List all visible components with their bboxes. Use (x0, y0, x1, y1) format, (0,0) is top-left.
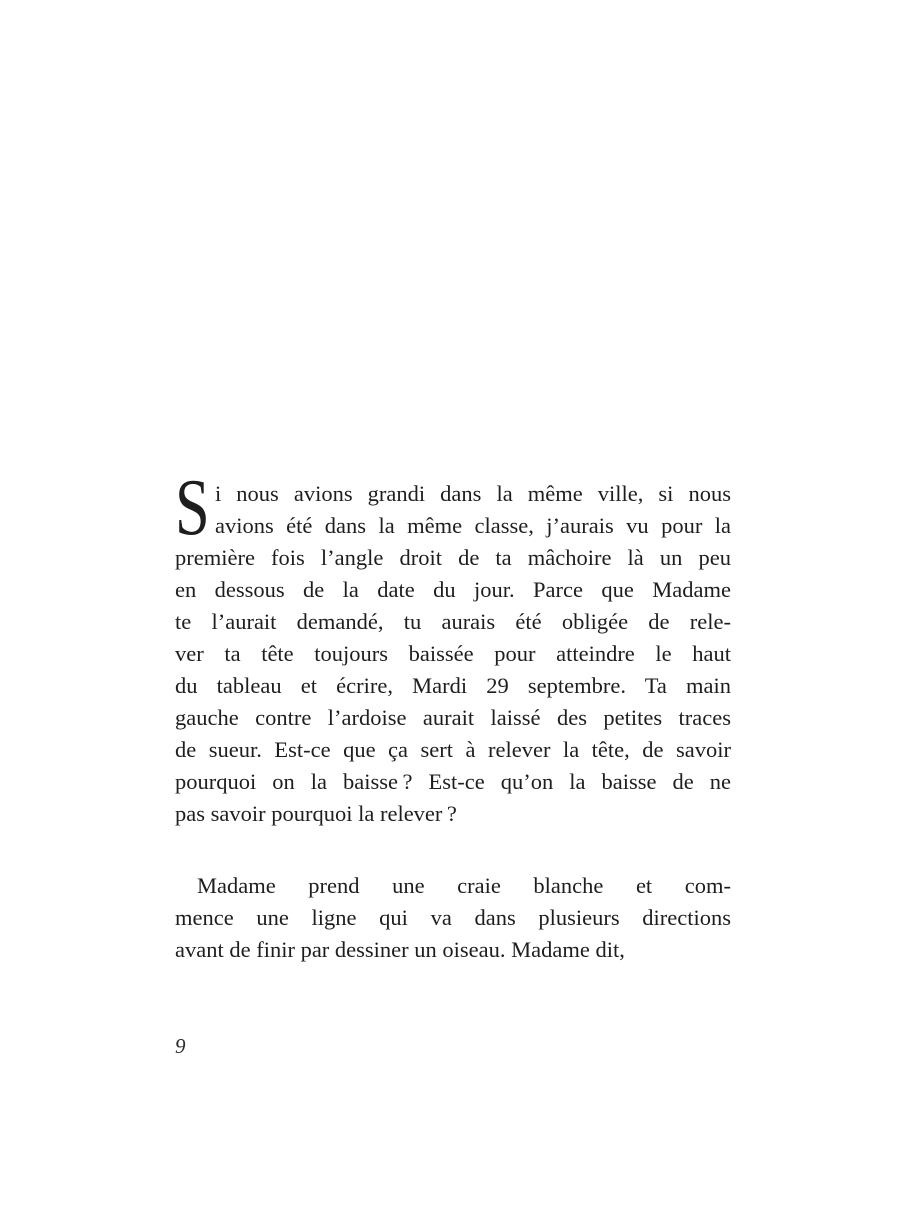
text-line: première fois l’angle droit de ta mâchoire là un peu (175, 545, 731, 570)
text-line: ver ta tête toujours baissée pour atteindre le haut (175, 641, 731, 666)
text-line: de sueur. Est-ce que ça sert à relever la tête, de savoir (175, 737, 731, 762)
drop-cap: S (175, 464, 210, 552)
text-line: en dessous de la date du jour. Parce que Madame (175, 577, 731, 602)
text-line: pas savoir pourquoi la relever ? (175, 801, 457, 826)
text-line: pourquoi on la baisse ? Est-ce qu’on la baisse de ne (175, 769, 731, 794)
text-line: gauche contre l’ardoise aurait laissé des petites traces (175, 705, 731, 730)
page-number: 9 (175, 1034, 186, 1058)
text-line: te l’aurait demandé, tu aurais été obligée de rele- (175, 609, 731, 634)
paragraph-1 (175, 464, 731, 830)
text-line: mence une ligne qui va dans plusieurs directions (175, 905, 731, 930)
text-line: avions été dans la même classe, j’aurais vu pour la (215, 513, 731, 538)
text-line: Madame prend une craie blanche et com- (197, 873, 731, 898)
text-line: avant de finir par dessiner un oiseau. Madame dit, (175, 937, 625, 962)
text-line: i nous avions grandi dans la même ville, si nous (215, 481, 731, 506)
body-text-block (175, 464, 731, 966)
paragraph-2 (175, 870, 731, 966)
text-line: du tableau et écrire, Mardi 29 septembre. Ta main (175, 673, 731, 698)
